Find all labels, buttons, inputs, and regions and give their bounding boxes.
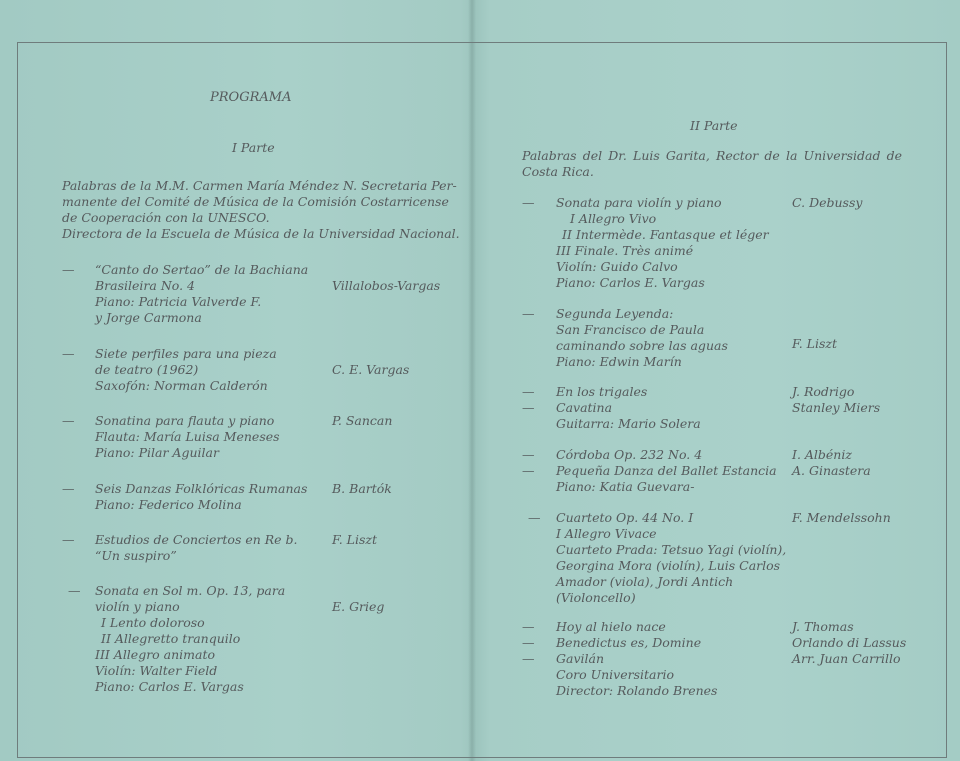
item-line: Sonata para violín y piano [556, 195, 722, 210]
item-dash: — [522, 619, 535, 634]
item-line: Coro Universitario [556, 667, 674, 682]
composers [792, 384, 880, 416]
composer: C. Debussy [792, 195, 863, 210]
item-dash: — [522, 384, 535, 399]
intro-line: Directora de la Escuela de Música de la Universidad Nacional. [62, 226, 460, 241]
composer: A. Ginastera [792, 463, 871, 478]
item-dash: — [62, 532, 75, 547]
item-line: Pequeña Danza del Ballet Estancia [556, 463, 777, 478]
item-line: Cuarteto Op. 44 No. I [556, 510, 694, 525]
item-line: caminando sobre las aguas [556, 338, 728, 353]
intro-line: Palabras del Dr. Luis Garita, Rector de la Universidad de [522, 148, 902, 163]
item-dash: — [522, 651, 535, 666]
program-item [556, 510, 786, 606]
item-line: Piano: Federico Molina [95, 497, 242, 512]
intro-line: Palabras de la M.M. Carmen María Méndez N. Secretaria Per- [62, 178, 457, 193]
item-line: II Allegretto tranquilo [101, 631, 241, 646]
item-dash: — [528, 510, 541, 525]
item-line: Gavilán [556, 651, 604, 666]
item-line: I Allegro Vivo [570, 211, 657, 226]
program-item [556, 195, 769, 291]
item-line: Flauta: María Luisa Meneses [95, 429, 280, 444]
item-dash: — [522, 635, 535, 650]
program-item [556, 384, 701, 432]
program-item [95, 413, 280, 461]
intro-line: Costa Rica. [522, 164, 594, 179]
composer: Orlando di Lassus [792, 635, 907, 650]
part-two-intro [522, 148, 902, 180]
item-line: Piano: Patricia Valverde F. [95, 294, 262, 309]
composer: J. Thomas [792, 619, 854, 634]
item-line: Sonatina para flauta y piano [95, 413, 275, 428]
part-two-title: II Parte [690, 118, 738, 133]
composer: F. Mendelssohn [792, 510, 891, 525]
item-line: Cuarteto Prada: Tetsuo Yagi (violín), [556, 542, 787, 557]
item-dash: — [62, 346, 75, 361]
item-dash: — [522, 447, 535, 462]
program-item [556, 306, 728, 370]
item-line: II Intermède. Fantasque et léger [562, 227, 769, 242]
program-item [95, 532, 298, 564]
item-line: En los trigales [556, 384, 648, 399]
item-line: Director: Rolando Brenes [556, 683, 718, 698]
composer: Stanley Miers [792, 400, 881, 415]
program-item [95, 262, 308, 326]
intro-line: de Cooperación con la UNESCO. [62, 210, 270, 225]
item-dash: — [62, 413, 75, 428]
item-line: Violín: Walter Field [95, 663, 218, 678]
item-line: Georgina Mora (violín), Luis Carlos [556, 558, 781, 573]
item-line: Saxofón: Norman Calderón [95, 378, 268, 393]
item-line: y Jorge Carmona [95, 310, 202, 325]
program-item [556, 619, 717, 699]
item-line: (Violoncello) [556, 590, 636, 605]
program-item [556, 447, 777, 495]
composer: F. Liszt [792, 336, 837, 351]
part-one-intro [62, 178, 460, 242]
item-line: San Francisco de Paula [556, 322, 705, 337]
composers [792, 447, 871, 479]
program-item [95, 481, 307, 513]
composer: Arr. Juan Carrillo [792, 651, 901, 666]
composer: Villalobos-Vargas [332, 278, 441, 293]
item-dash: — [62, 481, 75, 496]
item-line: Guitarra: Mario Solera [556, 416, 701, 431]
composer: E. Grieg [332, 599, 385, 614]
program-item [95, 583, 285, 695]
item-dash: — [522, 306, 535, 321]
composer: J. Rodrigo [792, 384, 855, 399]
program-heading: PROGRAMA [210, 90, 292, 105]
item-line: Cavatina [556, 400, 613, 415]
item-line: violín y piano [95, 599, 180, 614]
item-line: Piano: Carlos E. Vargas [556, 275, 705, 290]
item-line: Segunda Leyenda: [556, 306, 674, 321]
item-line: Piano: Carlos E. Vargas [95, 679, 244, 694]
item-line: Piano: Edwin Marín [556, 354, 682, 369]
item-line: “Un suspiro” [95, 548, 177, 563]
item-line: Sonata en Sol m. Op. 13, para [95, 583, 286, 598]
item-line: Córdoba Op. 232 No. 4 [556, 447, 703, 462]
item-dash: — [62, 262, 75, 277]
item-line: “Canto do Sertao” de la Bachiana [95, 262, 309, 277]
item-dash: — [522, 463, 535, 478]
item-line: Siete perfiles para una pieza [95, 346, 277, 361]
composer: C. E. Vargas [332, 362, 410, 377]
item-line: Violín: Guido Calvo [556, 259, 678, 274]
item-line: Benedictus es, Domine [556, 635, 702, 650]
item-dash: — [522, 400, 535, 415]
item-line: Piano: Pilar Aguilar [95, 445, 219, 460]
item-dash: — [68, 583, 81, 598]
composer: I. Albéniz [792, 447, 852, 462]
intro-line: manente del Comité de Música de la Comisión Costarricense [62, 194, 449, 209]
item-line: Brasileira No. 4 [95, 278, 195, 293]
item-line: Seis Danzas Folklóricas Rumanas [95, 481, 308, 496]
item-line: Hoy al hielo nace [556, 619, 666, 634]
part-one-title: I Parte [232, 140, 275, 155]
composers [792, 619, 906, 667]
item-line: de teatro (1962) [95, 362, 199, 377]
item-dash: — [522, 195, 535, 210]
item-line: III Allegro animato [95, 647, 216, 662]
composer: F. Liszt [332, 532, 377, 547]
program-item [95, 346, 277, 394]
item-line: I Allegro Vivace [556, 526, 657, 541]
item-line: Estudios de Conciertos en Re b. [95, 532, 298, 547]
composer: B. Bartók [332, 481, 392, 496]
composer: P. Sancan [332, 413, 393, 428]
item-line: Piano: Katia Guevara- [556, 479, 695, 494]
item-line: Amador (viola), Jordi Antich [556, 574, 734, 589]
item-line: III Finale. Très animé [556, 243, 694, 258]
item-line: I Lento doloroso [101, 615, 205, 630]
